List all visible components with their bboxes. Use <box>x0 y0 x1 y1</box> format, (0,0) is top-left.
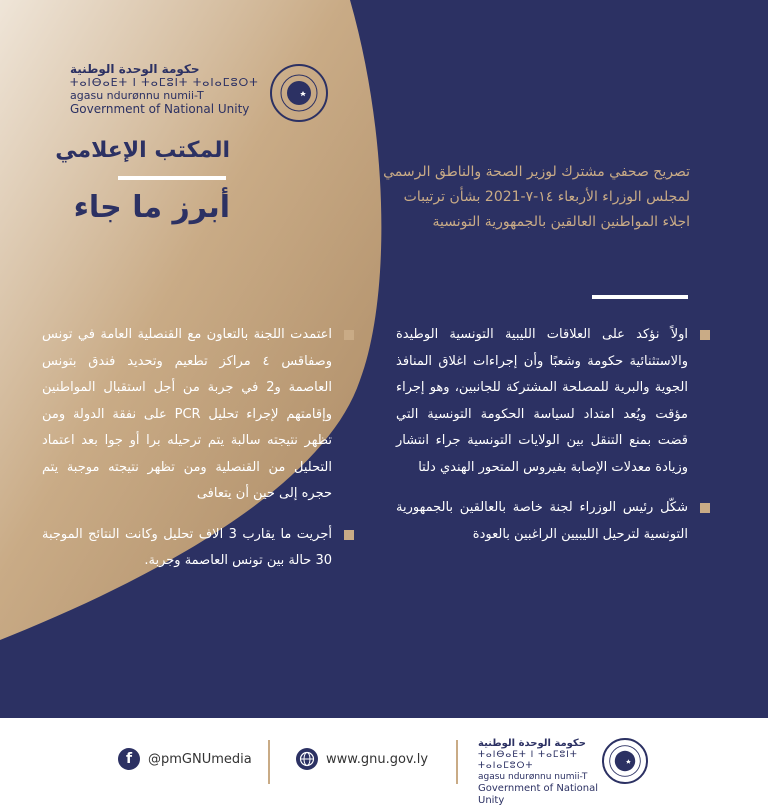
bullet-square-icon <box>700 503 710 513</box>
footer-seal-icon <box>602 738 648 784</box>
statement-divider <box>592 295 688 299</box>
facebook-icon: f <box>118 748 140 770</box>
website-link[interactable] <box>296 748 428 770</box>
point-text: أجريت ما يقارب 3 الاف تحليل وكانت النتائج الموجبة 30 حالة بين تونس العاصمة وجربة. <box>42 526 332 568</box>
footer-divider <box>456 740 458 784</box>
website-url: www.gnu.gov.ly <box>326 751 429 767</box>
point-item <box>396 322 688 481</box>
facebook-link[interactable] <box>118 748 252 770</box>
statement-title: تصريح صحفي مشترك لوزير الصحة والناطق الرسمي لمجلس الوزراء الأربعاء ١٤-٧-2021 بشأن ترتيبات اجلاء المواطنين العالقين بالجمهورية التونسية <box>383 164 690 230</box>
point-text: شكّل رئيس الوزراء لجنة خاصة بالعالقين بالجمهورية التونسية لترحيل الليبيين الراغبين بالعودة <box>396 500 688 542</box>
bullet-square-icon <box>344 330 354 340</box>
logo-name-ar: حكومة الوحدة الوطنية <box>70 62 200 76</box>
points-left-column <box>42 322 332 589</box>
government-seal-icon <box>270 64 328 122</box>
logo-name-tifinagh: ⵜⴰⵏⴱⴰⴹⵜ ⵏ ⵜⴰⵎⵓⵏⵜ ⵜⴰⵏⴰⵎⵓⵔⵜ <box>70 76 259 89</box>
footer-logo <box>478 738 658 806</box>
facebook-handle: @pmGNUmedia <box>148 751 252 767</box>
header-logo <box>70 62 330 126</box>
footer-logo-name-en: Government of National Unity <box>478 783 599 806</box>
bullet-square-icon <box>700 330 710 340</box>
footer <box>0 718 768 807</box>
point-item <box>42 322 332 508</box>
footer-logo-name-ar: حكومة الوحدة الوطنية <box>478 738 586 749</box>
footer-logo-name-tifinagh: ⵜⴰⵏⴱⴰⴹⵜ ⵏ ⵜⴰⵎⵓⵏⵜ ⵜⴰⵏⴰⵎⵓⵔⵜ <box>478 750 578 771</box>
footer-logo-text <box>478 738 608 807</box>
bullet-square-icon <box>344 530 354 540</box>
highlights-heading: أبرز ما جاء <box>73 190 230 225</box>
globe-icon <box>296 748 318 770</box>
media-office-title: المكتب الإعلامي <box>55 138 230 163</box>
logo-name-latin: agasu ndurønnu numii-T <box>70 89 204 102</box>
logo-name-en: Government of National Unity <box>70 102 250 116</box>
points-right-column <box>396 322 688 562</box>
logo-text <box>70 62 262 116</box>
footer-divider <box>268 740 270 784</box>
point-item <box>42 522 332 575</box>
point-text: اولاً نؤكد على العلاقات الليبية التونسية الوطيدة والاستثنائية حكومة وشعبًا وأن إجراءات اغلاق المنافذ الجوية والبرية للمصلحة المشتركة للجانبين، وهو إجراء مؤقت ويُعد امتداد لسياسة الحكومة التونسية التي قضت بمنع التنقل بين الولايات التونسية جراء انتشار وزيادة معدلات الإصابة بفيروس المتحور الهندي دلتا <box>396 327 688 475</box>
point-item <box>396 495 688 548</box>
footer-logo-name-latin: agasu ndurønnu numii-T <box>478 772 588 782</box>
point-text: اعتمدت اللجنة بالتعاون مع القنصلية العامة في تونس وصفاقس ٤ مراكز تطعيم وتحديد فندق بتونس العاصمة و2 في جربة من أجل استقبال المواطنين وإقامتهم لإجراء تحليل PCR على نفقة الدولة ومن تظهر نتيجته سالبة يتم ترحيله برا أو جوا بعد اعتماد التحليل من القنصلية ومن تظهر نتيجته موجبة يتم حجره إلى حين أن يتعافى <box>42 327 333 501</box>
title-divider <box>118 176 226 180</box>
